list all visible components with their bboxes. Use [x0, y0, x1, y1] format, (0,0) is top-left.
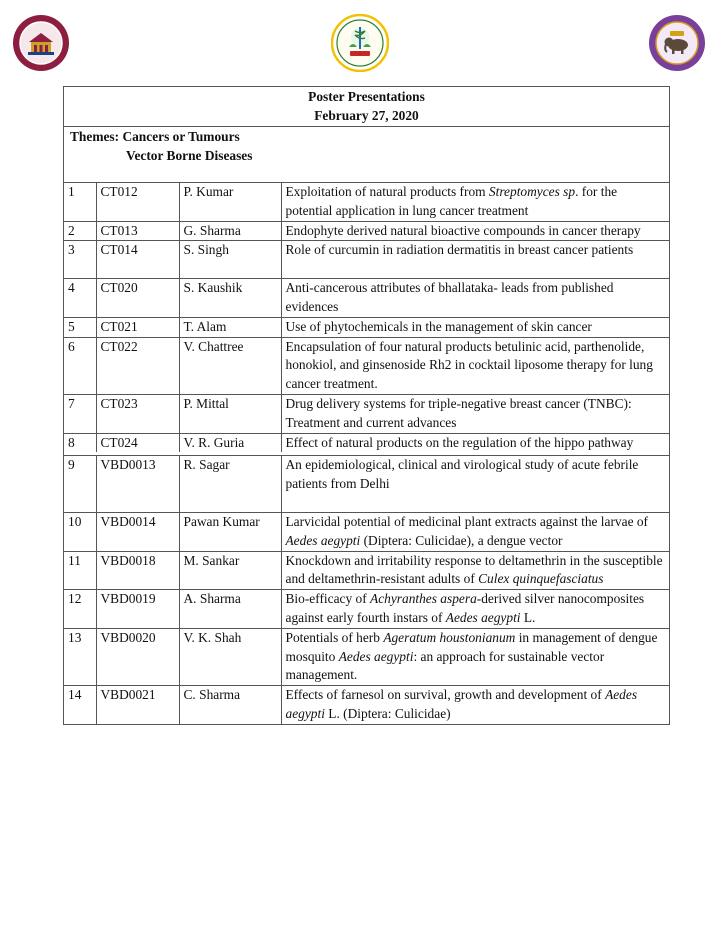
poster-code: VBD0019 — [96, 590, 179, 629]
title-text: Effects of farnesol on survival, growth and development of — [285, 687, 606, 703]
themes-block — [64, 127, 669, 183]
title-text: L. (Diptera: Culicidae) — [324, 705, 451, 721]
author-name: G. Sharma — [179, 221, 281, 241]
table-row — [64, 183, 669, 221]
row-number: 2 — [64, 221, 96, 241]
table-row — [64, 551, 669, 590]
poster-title — [281, 337, 669, 394]
table-row — [64, 317, 669, 337]
poster-title — [281, 456, 669, 513]
species-name: Aedes aegypti — [285, 532, 361, 548]
title-text: Larvicidal potential of medicinal plant extracts against the larvae of — [285, 513, 649, 529]
species-name: Streptomyces sp — [488, 184, 576, 199]
poster-title — [281, 433, 669, 452]
row-number: 4 — [64, 279, 96, 318]
species-name: Aedes aegypti — [338, 648, 414, 664]
title-text: Use of phytochemicals in the management of skin cancer — [285, 318, 592, 334]
title-text: Effect of natural products on the regulation of the hippo pathway — [285, 434, 634, 450]
author-name: S. Kaushik — [179, 279, 281, 318]
table-row — [64, 512, 669, 551]
theme-line-2: Vector Borne Diseases — [126, 148, 253, 163]
title-text: Exploitation of natural products from — [285, 184, 489, 199]
title-text: in management of dengue mosquito — [285, 629, 658, 664]
poster-title — [281, 628, 669, 685]
poster-table — [64, 183, 669, 724]
poster-title — [281, 241, 669, 279]
schedule-header — [64, 87, 669, 127]
university-crest-right-logo — [648, 14, 706, 72]
row-number: 11 — [64, 551, 96, 590]
title-text: Encapsulation of four natural products betulinic acid, parthenolide, honokiol, and ginsenoside Rh2 in cocktail liposome therapy for lung cancer treatment. — [285, 338, 653, 392]
table-row — [64, 221, 669, 241]
author-name: P. Kumar — [179, 183, 281, 221]
row-number: 5 — [64, 317, 96, 337]
title-text: Potentials of herb — [285, 629, 384, 645]
poster-code: CT021 — [96, 317, 179, 337]
session-date: February 27, 2020 — [314, 108, 419, 123]
poster-code: VBD0014 — [96, 512, 179, 551]
table-row — [64, 279, 669, 318]
author-name: A. Sharma — [179, 590, 281, 629]
table-row — [64, 590, 669, 629]
row-number: 6 — [64, 337, 96, 394]
table-row — [64, 686, 669, 724]
table-row — [64, 628, 669, 685]
title-text: -derived silver nanocomposites against early fourth instars of — [285, 591, 645, 625]
title-text: Bio-efficacy of — [285, 591, 371, 607]
author-name: S. Singh — [179, 241, 281, 279]
title-text: Role of curcumin in radiation dermatitis in breast cancer patients — [285, 242, 634, 258]
author-name: V. R. Guria — [179, 433, 281, 452]
conference-emblem-logo — [331, 14, 389, 72]
author-name: V. Chattree — [179, 337, 281, 394]
species-name: Achyranthes aspera — [370, 591, 477, 607]
row-number: 7 — [64, 394, 96, 433]
row-number: 3 — [64, 241, 96, 279]
table-row — [64, 456, 669, 513]
species-name: Culex quinquefasciatus — [478, 571, 604, 587]
poster-title — [281, 279, 669, 318]
author-name: P. Mittal — [179, 394, 281, 433]
poster-code: CT023 — [96, 394, 179, 433]
title-text: Knockdown and irritability response to deltamethrin in the susceptible and deltamethrin-resistant adults of — [285, 552, 663, 587]
poster-title — [281, 221, 669, 241]
author-name: R. Sagar — [179, 456, 281, 513]
author-name: Pawan Kumar — [179, 512, 281, 551]
author-name: M. Sankar — [179, 551, 281, 590]
table-row — [64, 394, 669, 433]
poster-code: CT014 — [96, 241, 179, 279]
table-row — [64, 241, 669, 279]
poster-title — [281, 686, 669, 724]
poster-code: VBD0018 — [96, 551, 179, 590]
author-name: C. Sharma — [179, 686, 281, 724]
title-text: Drug delivery systems for triple-negative breast cancer (TNBC): Treatment and current advances — [285, 395, 632, 430]
table-row — [64, 337, 669, 394]
table-row — [64, 433, 669, 452]
poster-title — [281, 183, 669, 221]
row-number: 10 — [64, 512, 96, 551]
species-name: Aedes aegypti — [285, 687, 638, 721]
poster-code: VBD0013 — [96, 456, 179, 513]
poster-code: CT022 — [96, 337, 179, 394]
title-text: Endophyte derived natural bioactive compounds in cancer therapy — [285, 222, 641, 238]
poster-code: VBD0021 — [96, 686, 179, 724]
poster-title — [281, 551, 669, 590]
row-number: 13 — [64, 628, 96, 685]
title-text: L. — [520, 609, 536, 625]
title-text: : an approach for sustainable vector management. — [285, 648, 605, 683]
page-title: Poster Presentations — [308, 89, 425, 104]
poster-title — [281, 394, 669, 433]
theme-line-1: Themes: Cancers or Tumours — [70, 129, 240, 144]
poster-code: CT024 — [96, 433, 179, 452]
poster-code: CT020 — [96, 279, 179, 318]
poster-title — [281, 317, 669, 337]
species-name: Ageratum houstonianum — [383, 629, 516, 645]
row-number: 14 — [64, 686, 96, 724]
species-name: Aedes aegypti — [445, 609, 521, 625]
row-number: 12 — [64, 590, 96, 629]
title-text: . for the potential application in lung cancer treatment — [285, 184, 618, 218]
poster-title — [281, 590, 669, 629]
university-crest-left-logo — [12, 14, 70, 72]
author-name: V. K. Shah — [179, 628, 281, 685]
author-name: T. Alam — [179, 317, 281, 337]
poster-code: CT012 — [96, 183, 179, 221]
title-text: An epidemiological, clinical and virological study of acute febrile patients from Delhi — [285, 457, 639, 492]
row-number: 8 — [64, 433, 96, 452]
row-number: 9 — [64, 456, 96, 513]
row-number: 1 — [68, 184, 75, 199]
poster-schedule — [63, 86, 670, 725]
poster-title — [281, 512, 669, 551]
title-text: Anti-cancerous attributes of bhallataka- leads from published evidences — [285, 280, 614, 314]
title-text: (Diptera: Culicidae), a dengue vector — [360, 532, 563, 548]
poster-code: VBD0020 — [96, 628, 179, 685]
poster-code: CT013 — [96, 221, 179, 241]
